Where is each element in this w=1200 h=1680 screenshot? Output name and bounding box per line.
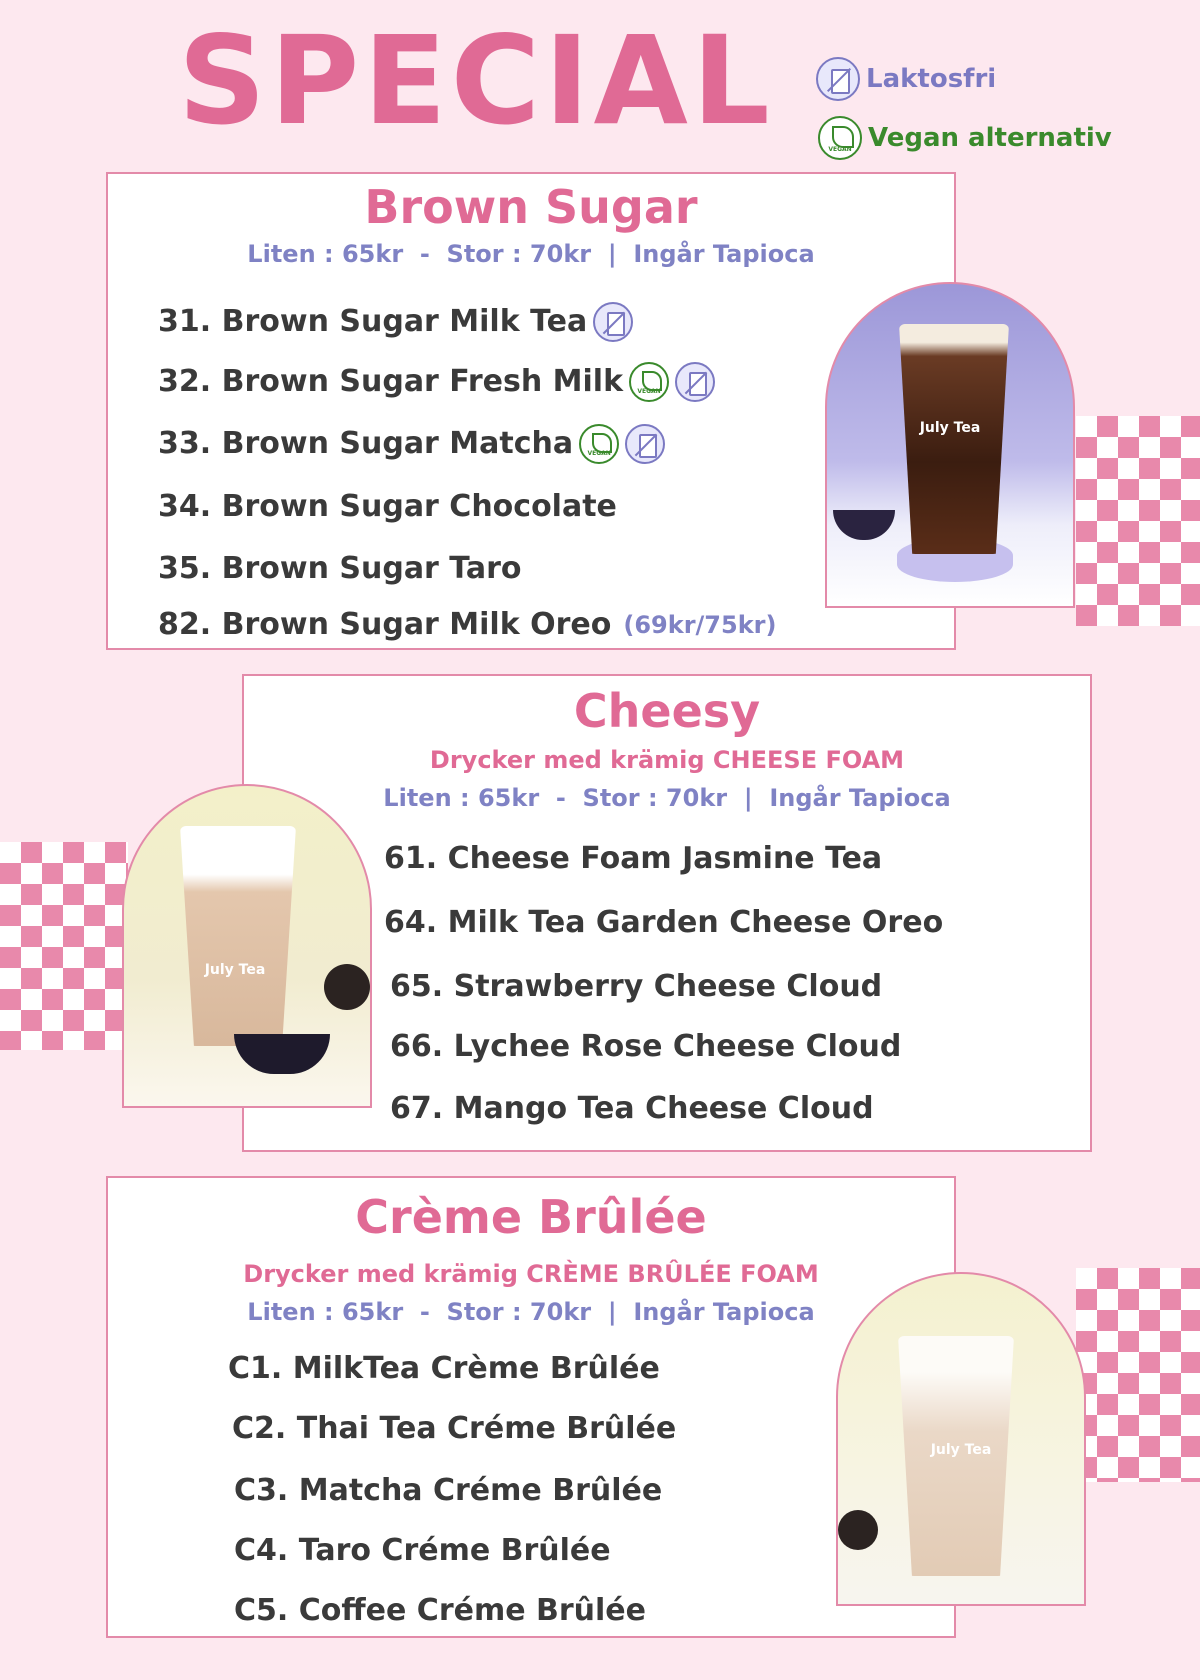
section-title: Cheesy (573, 684, 761, 738)
legend-lactose-free (816, 57, 996, 101)
menu-item[interactable]: 82. Brown Sugar Milk Oreo (69kr/75kr) (158, 607, 777, 642)
checker-pattern (0, 842, 128, 1050)
menu-item[interactable]: C3. Matcha Créme Brûlée (234, 1473, 663, 1508)
checker-pattern (1076, 1268, 1200, 1482)
tapioca-bowl (234, 1034, 330, 1074)
section-price: Liten : 65kr - Stor : 70kr | Ingår Tapioca (247, 1298, 815, 1326)
section-subtitle: Drycker med krämig CRÈME BRÛLÉE FOAM (243, 1260, 819, 1288)
brand-label: July Tea (919, 420, 981, 436)
page-title: SPECIAL (178, 10, 774, 152)
section-subtitle: Drycker med krämig CHEESE FOAM (429, 746, 905, 774)
drink-cup (180, 826, 296, 1046)
brand-label: July Tea (204, 962, 266, 978)
lactose-free-icon (675, 362, 715, 402)
tapioca-bowl (833, 510, 895, 540)
vegan-icon (818, 116, 862, 160)
item-price-note: (69kr/75kr) (623, 611, 777, 639)
lactose-free-icon (593, 302, 633, 342)
menu-item[interactable]: C1. MilkTea Crème Brûlée (228, 1351, 660, 1386)
menu-item[interactable]: C2. Thai Tea Créme Brûlée (232, 1411, 677, 1446)
menu-item[interactable]: 31. Brown Sugar Milk Tea (158, 302, 633, 342)
section-price: Liten : 65kr - Stor : 70kr | Ingår Tapioca (383, 784, 951, 812)
creme-brulee-section (106, 1176, 956, 1638)
vegan-icon (629, 362, 669, 402)
menu-item[interactable]: 33. Brown Sugar Matcha VEGAN (158, 424, 665, 464)
section-title: Brown Sugar (364, 180, 698, 234)
cheesy-drink-photo (122, 784, 372, 1108)
menu-item[interactable]: 67. Mango Tea Cheese Cloud (390, 1091, 874, 1126)
menu-item[interactable]: 34. Brown Sugar Chocolate (158, 489, 617, 524)
oreo-cookie (324, 964, 370, 1010)
menu-item[interactable]: 65. Strawberry Cheese Cloud (390, 969, 883, 1004)
brown-sugar-drink-photo (825, 282, 1075, 608)
menu-item[interactable]: 66. Lychee Rose Cheese Cloud (390, 1029, 902, 1064)
legend-vegan (818, 116, 1112, 160)
vegan-icon (579, 424, 619, 464)
menu-item[interactable]: C5. Coffee Créme Brûlée (234, 1593, 647, 1628)
menu-item[interactable]: 32. Brown Sugar Fresh Milk VEGAN (158, 362, 715, 402)
menu-item[interactable]: 64. Milk Tea Garden Cheese Oreo (384, 905, 944, 940)
section-title: Crème Brûlée (355, 1190, 707, 1244)
menu-item[interactable]: C4. Taro Créme Brûlée (234, 1533, 611, 1568)
oreo-cookie (838, 1510, 878, 1550)
section-price: Liten : 65kr - Stor : 70kr | Ingår Tapioca (247, 240, 815, 268)
lactose-free-icon (625, 424, 665, 464)
lactose-free-icon (816, 57, 860, 101)
legend-vegan-label: Vegan alternativ (868, 123, 1112, 153)
checker-pattern (1076, 416, 1200, 626)
menu-item[interactable]: 35. Brown Sugar Taro (158, 551, 522, 586)
menu-item[interactable]: 61. Cheese Foam Jasmine Tea (384, 841, 883, 876)
legend-lactose-free-label: Laktosfri (866, 64, 997, 94)
brand-label: July Tea (930, 1442, 992, 1458)
drink-cup (899, 324, 1009, 554)
creme-brulee-drink-photo (836, 1272, 1086, 1606)
